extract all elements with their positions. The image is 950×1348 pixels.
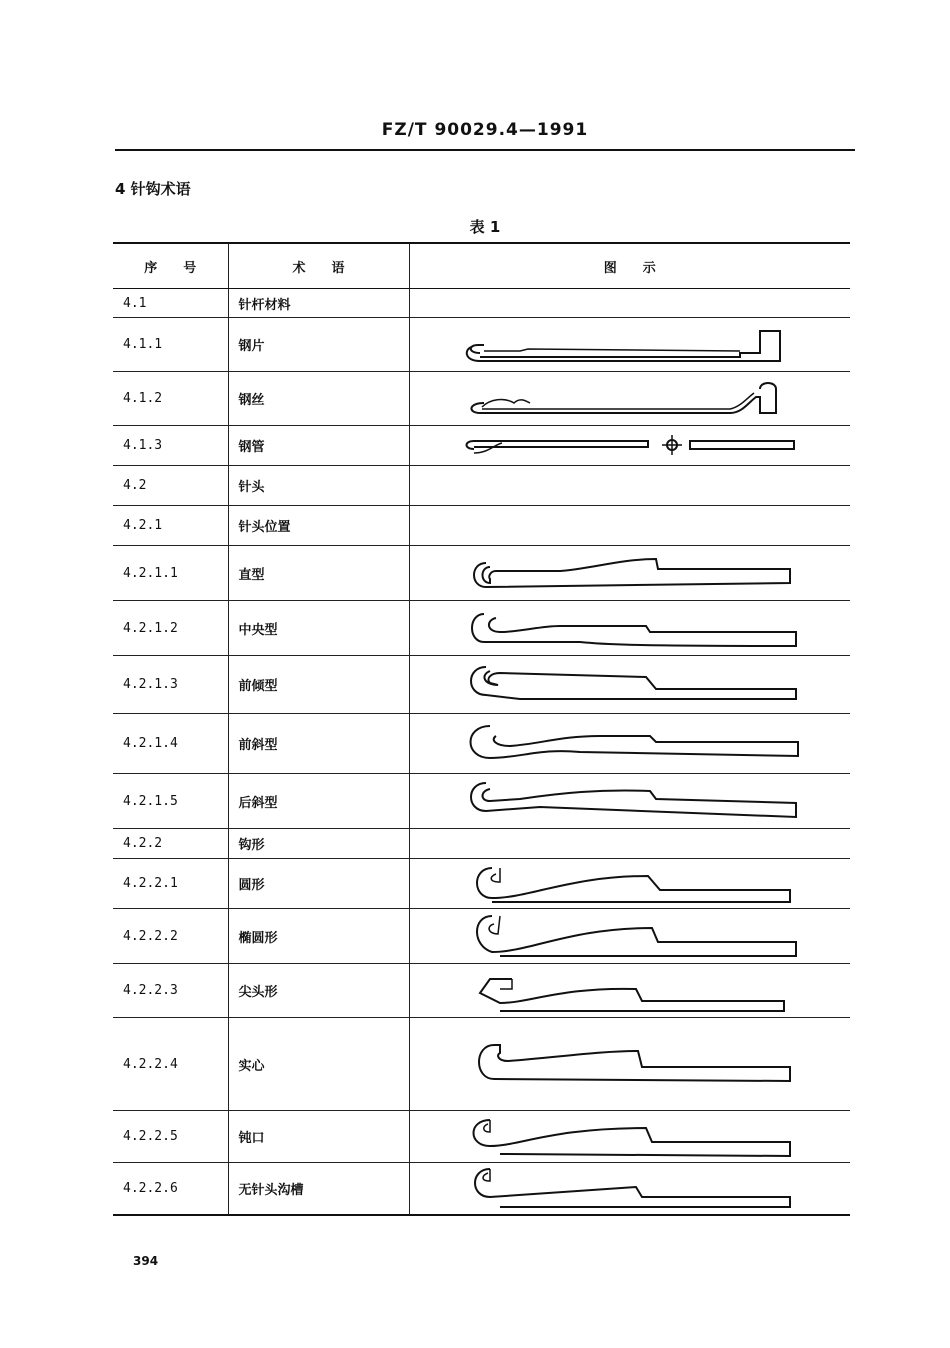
standard-code: FZ/T 90029.4—1991 — [381, 120, 589, 140]
row-term: 前倾型 — [228, 656, 409, 714]
table-row — [113, 1018, 850, 1111]
table-row — [113, 964, 850, 1018]
row-term: 针头 — [228, 466, 409, 506]
hook-round-figure — [460, 862, 800, 906]
row-term: 中央型 — [228, 601, 409, 656]
row-term: 钢片 — [228, 318, 409, 372]
steel-tube-needle-figure — [460, 431, 800, 461]
row-term: 针杆材料 — [228, 289, 409, 318]
column-header-term: 术 语 — [228, 243, 409, 289]
row-term: 椭圆形 — [228, 909, 409, 964]
hook-blunt-figure — [460, 1114, 800, 1160]
table-row — [113, 714, 850, 774]
row-number: 4.1.3 — [113, 426, 228, 466]
hook-solid-figure — [460, 1039, 800, 1089]
row-number: 4.2.1.1 — [113, 546, 228, 601]
section-title: 4 针钩术语 — [115, 180, 191, 198]
row-term: 直型 — [228, 546, 409, 601]
row-number: 4.2.2.4 — [113, 1018, 228, 1111]
hook-central-figure — [460, 606, 800, 650]
row-number: 4.1.1 — [113, 318, 228, 372]
hook-oval-figure — [460, 912, 800, 960]
row-figure-empty — [409, 829, 850, 859]
table-row — [113, 909, 850, 964]
row-figure-empty — [409, 466, 850, 506]
table-row — [113, 829, 850, 859]
table-row — [113, 426, 850, 466]
hook-pointed-figure — [460, 969, 800, 1013]
hook-straight-figure — [460, 551, 800, 595]
row-term: 尖头形 — [228, 964, 409, 1018]
row-term: 实心 — [228, 1018, 409, 1111]
column-header-number: 序 号 — [113, 243, 228, 289]
steel-strip-needle-figure — [460, 325, 800, 365]
page-number: 394 — [133, 1254, 159, 1268]
row-number: 4.2 — [113, 466, 228, 506]
row-number: 4.2.1.2 — [113, 601, 228, 656]
row-number: 4.1.2 — [113, 372, 228, 426]
table-row — [113, 859, 850, 909]
row-number: 4.2.2.6 — [113, 1163, 228, 1215]
row-number: 4.2.1 — [113, 506, 228, 546]
row-number: 4.2.2.2 — [113, 909, 228, 964]
table-row — [113, 1111, 850, 1163]
row-term: 钩形 — [228, 829, 409, 859]
row-number: 4.2.1.3 — [113, 656, 228, 714]
row-number: 4.1 — [113, 289, 228, 318]
row-figure-empty — [409, 506, 850, 546]
row-number: 4.2.1.5 — [113, 774, 228, 829]
row-number: 4.2.2 — [113, 829, 228, 859]
table-row — [113, 318, 850, 372]
row-term: 圆形 — [228, 859, 409, 909]
row-term: 钝口 — [228, 1111, 409, 1163]
row-term: 前斜型 — [228, 714, 409, 774]
hook-forward-slant-figure — [460, 720, 800, 768]
row-term: 后斜型 — [228, 774, 409, 829]
table-row — [113, 372, 850, 426]
row-term: 钢管 — [228, 426, 409, 466]
row-term: 针头位置 — [228, 506, 409, 546]
table-header-row — [113, 243, 850, 289]
terms-table — [113, 242, 850, 1216]
table-row — [113, 506, 850, 546]
table-row — [113, 774, 850, 829]
row-number: 4.2.2.1 — [113, 859, 228, 909]
row-term: 钢丝 — [228, 372, 409, 426]
table-row — [113, 601, 850, 656]
row-term: 无针头沟槽 — [228, 1163, 409, 1215]
row-number: 4.2.1.4 — [113, 714, 228, 774]
table-row — [113, 546, 850, 601]
table-row — [113, 289, 850, 318]
hook-forward-tilt-figure — [460, 661, 800, 709]
table-row — [113, 466, 850, 506]
hook-no-groove-figure — [460, 1165, 800, 1211]
table-row — [113, 1163, 850, 1215]
row-number: 4.2.2.5 — [113, 1111, 228, 1163]
hook-backward-slant-figure — [460, 777, 800, 825]
steel-wire-needle-figure — [460, 377, 800, 421]
table-caption: 表 1 — [469, 218, 501, 236]
header-rule — [115, 149, 855, 151]
table-row — [113, 656, 850, 714]
row-number: 4.2.2.3 — [113, 964, 228, 1018]
row-figure-empty — [409, 289, 850, 318]
column-header-figure: 图 示 — [409, 243, 850, 289]
